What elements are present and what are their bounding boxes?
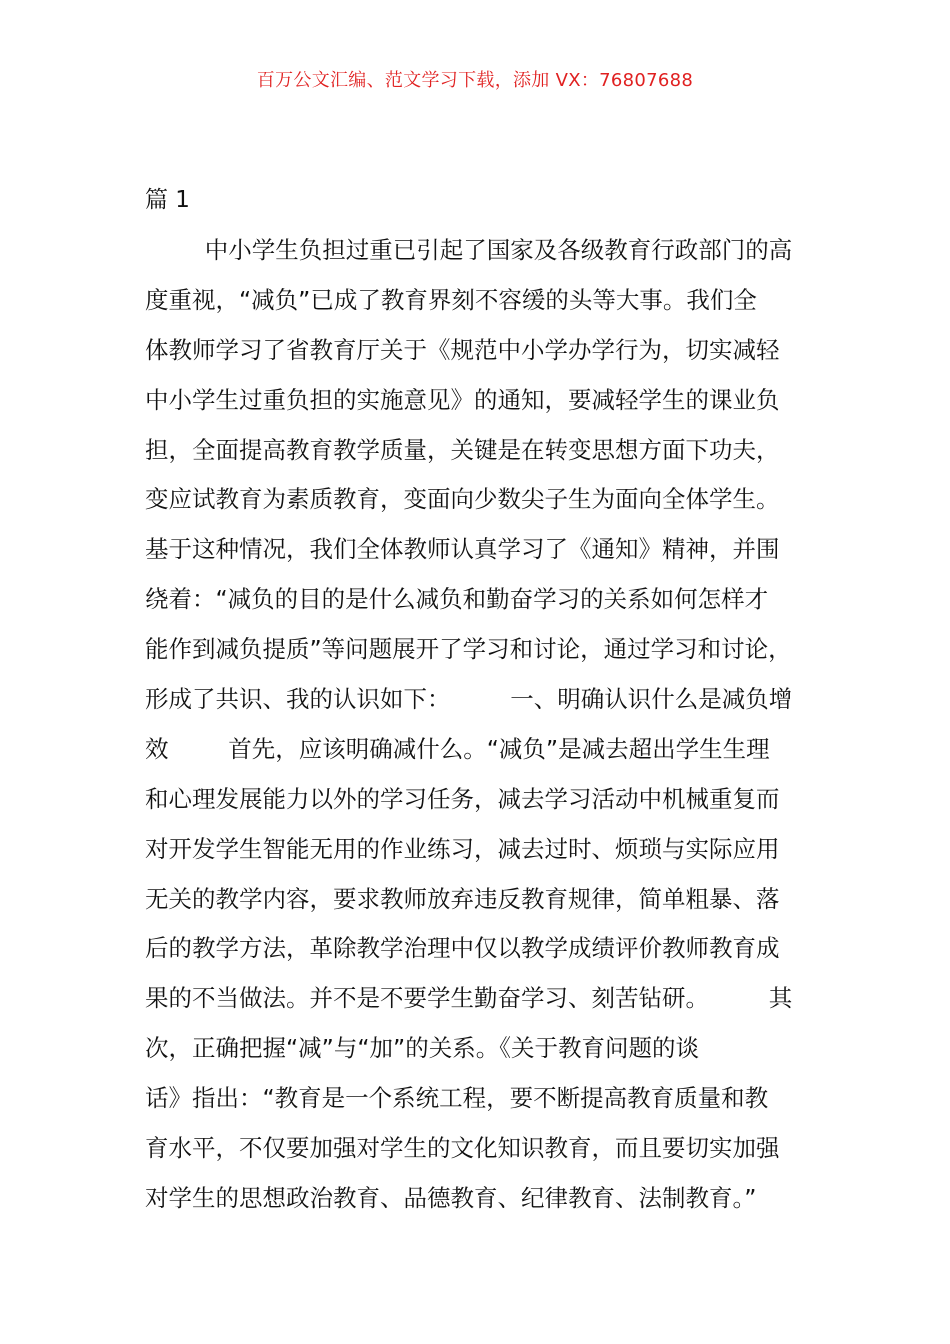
body-line-5: 担，全面提高教育教学质量，关键是在转变思想方面下功夫， xyxy=(145,435,780,464)
body-line-10: 形成了共识、我的认识如下： 一、明确认识什么是减负增 xyxy=(145,685,793,714)
body-line-15: 后的教学方法，革除教学治理中仅以教学成绩评价教师教育成 xyxy=(145,934,780,963)
body-line-17: 次，正确把握“减”与“加”的关系。《关于教育问题的谈 xyxy=(145,1034,699,1063)
header-watermark-text: 百万公文汇编、范文学习下载，添加 VX：76807688 xyxy=(256,70,694,91)
body-line-18: 话》指出：“教育是一个系统工程，要不断提高教育质量和教 xyxy=(145,1084,769,1113)
body-line-16: 果的不当做法。并不是不要学生勤奋学习、刻苦钻研。 其 xyxy=(145,984,793,1013)
body-line-19: 育水平，不仅要加强对学生的文化知识教育，而且要切实加强 xyxy=(145,1134,780,1163)
body-line-8: 绕着：“减负的目的是什么减负和勤奋学习的关系如何怎样才 xyxy=(145,585,769,614)
body-line-9: 能作到减负提质”等问题展开了学习和讨论，通过学习和讨论， xyxy=(145,635,792,664)
body-line-20: 对学生的思想政治教育、品德教育、纪律教育、法制教育。” xyxy=(145,1183,757,1212)
body-line-12: 和心理发展能力以外的学习任务，减去学习活动中机械重复而 xyxy=(145,784,780,813)
body-line-7: 基于这种情况，我们全体教师认真学习了《通知》精神，并围 xyxy=(145,535,780,564)
section-title: 篇 1 xyxy=(145,187,190,213)
document-body xyxy=(145,232,835,1230)
body-line-14: 无关的教学内容，要求教师放弃违反教育规律，简单粗暴、落 xyxy=(145,884,780,913)
body-line-3: 体教师学习了省教育厅关于《规范中小学办学行为，切实减轻 xyxy=(145,335,780,364)
body-line-1: 中小学生负担过重已引起了国家及各级教育行政部门的高 xyxy=(145,236,793,264)
body-line-13: 对开发学生智能无用的作业练习，减去过时、烦琐与实际应用 xyxy=(145,834,780,863)
body-line-6: 变应试教育为素质教育，变面向少数尖子生为面向全体学生。 xyxy=(145,485,780,514)
body-line-2: 度重视，“减负”已成了教育界刻不容缓的头等大事。我们全 xyxy=(145,285,757,314)
body-line-4: 中小学生过重负担的实施意见》的通知，要减轻学生的课业负 xyxy=(145,385,780,414)
body-line-11: 效 首先，应该明确减什么。“减负”是减去超出学生生理 xyxy=(145,734,770,763)
